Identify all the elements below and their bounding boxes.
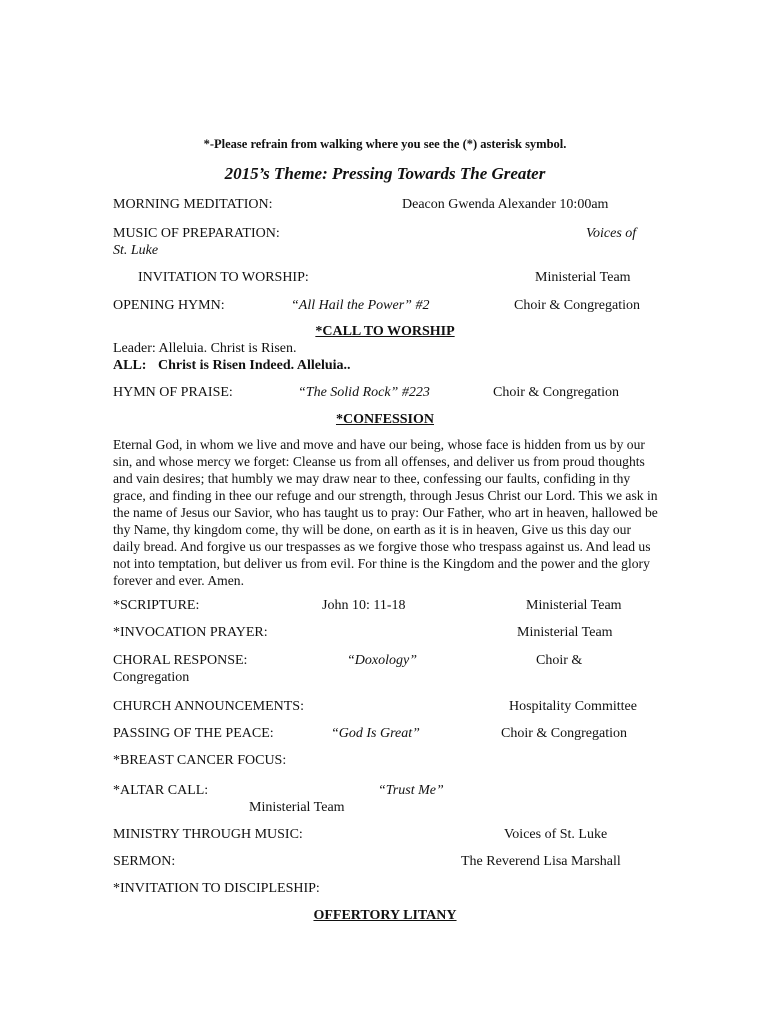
call-to-worship-heading: *CALL TO WORSHIP <box>315 324 455 339</box>
morning-meditation-leader: Deacon Gwenda Alexander 10:00am <box>402 197 609 212</box>
music-of-preparation-leader-continued: St. Luke <box>113 243 159 258</box>
church-announcements-leader: Hospitality Committee <box>509 699 637 714</box>
hymn-of-praise-leader: Choir & Congregation <box>493 385 619 400</box>
confession-heading: *CONFESSION <box>335 412 435 427</box>
confession-paragraph: Eternal God, in whom we live and move and have our being, whose face is hidden from us by our sin, and whose mercy we forget: Cleanse us from all offenses, and deliver us from proud thoughts and vain desires; that humbly we may draw near to thee, confessing our faults, confiding in thy grace, and finding in thee our refuge and our strength, through Jesus Christ our Lord. This we ask in the name of Jesus our Savior, who has taught us to pray: Our Father, who art in heaven, hallowed be thy Name, thy kingdom come, thy will be done, on earth as it is in heaven, Give us this day our daily bread. And forgive us our trespasses as we forgive those who trespass against us. And lead us not into temptation, but deliver us from evil. For thine is the Kingdom and the power and the glory forever and ever. Amen. <box>113 437 658 588</box>
choral-response-label: CHORAL RESPONSE: <box>113 653 248 668</box>
opening-hymn-label: OPENING HYMN: <box>113 298 225 313</box>
morning-meditation-label: MORNING MEDITATION: <box>113 197 273 212</box>
choral-response-leader-continued: Congregation <box>113 670 190 685</box>
choral-response-leader: Choir & <box>536 653 583 668</box>
call-to-worship-all-label: ALL: <box>113 358 147 373</box>
hymn-of-praise-label: HYMN OF PRAISE: <box>113 385 233 400</box>
opening-hymn-title: “All Hail the Power” #2 <box>291 298 430 313</box>
passing-of-the-peace-leader: Choir & Congregation <box>501 726 627 741</box>
breast-cancer-focus-label: *BREAST CANCER FOCUS: <box>113 753 287 768</box>
scripture-leader: Ministerial Team <box>526 598 622 613</box>
choral-response-title: “Doxology” <box>347 653 417 668</box>
invocation-prayer-label: *INVOCATION PRAYER: <box>113 625 268 640</box>
scripture-reference: John 10: 11-18 <box>322 598 406 613</box>
sermon-leader: The Reverend Lisa Marshall <box>461 854 621 869</box>
music-of-preparation-leader: Voices of <box>586 226 637 241</box>
ministry-through-music-label: MINISTRY THROUGH MUSIC: <box>113 827 303 842</box>
opening-hymn-leader: Choir & Congregation <box>514 298 640 313</box>
passing-of-the-peace-title: “God Is Great” <box>331 726 420 741</box>
altar-call-leader: Ministerial Team <box>249 800 345 815</box>
altar-call-title: “Trust Me” <box>378 783 444 798</box>
offertory-litany-heading: OFFERTORY LITANY <box>313 908 457 923</box>
invitation-to-worship-label: INVITATION TO WORSHIP: <box>138 270 309 285</box>
passing-of-the-peace-label: PASSING OF THE PEACE: <box>113 726 274 741</box>
invitation-to-discipleship-label: *INVITATION TO DISCIPLESHIP: <box>113 881 320 896</box>
call-to-worship-all-response: Christ is Risen Indeed. Alleluia.. <box>158 358 351 373</box>
invitation-to-worship-leader: Ministerial Team <box>535 270 631 285</box>
call-to-worship-leader-line: Leader: Alleluia. Christ is Risen. <box>113 341 297 356</box>
theme-title: 2015’s Theme: Pressing Towards The Greater <box>224 164 546 183</box>
invocation-prayer-leader: Ministerial Team <box>517 625 613 640</box>
notice-text: *-Please refrain from walking where you see the (*) asterisk symbol. <box>203 137 567 151</box>
hymn-of-praise-title: “The Solid Rock” #223 <box>298 385 430 400</box>
altar-call-label: *ALTAR CALL: <box>113 783 209 798</box>
ministry-through-music-leader: Voices of St. Luke <box>504 827 608 842</box>
music-of-preparation-label: MUSIC OF PREPARATION: <box>113 226 280 241</box>
scripture-label: *SCRIPTURE: <box>113 598 200 613</box>
sermon-label: SERMON: <box>113 854 176 869</box>
church-announcements-label: CHURCH ANNOUNCEMENTS: <box>113 699 304 714</box>
